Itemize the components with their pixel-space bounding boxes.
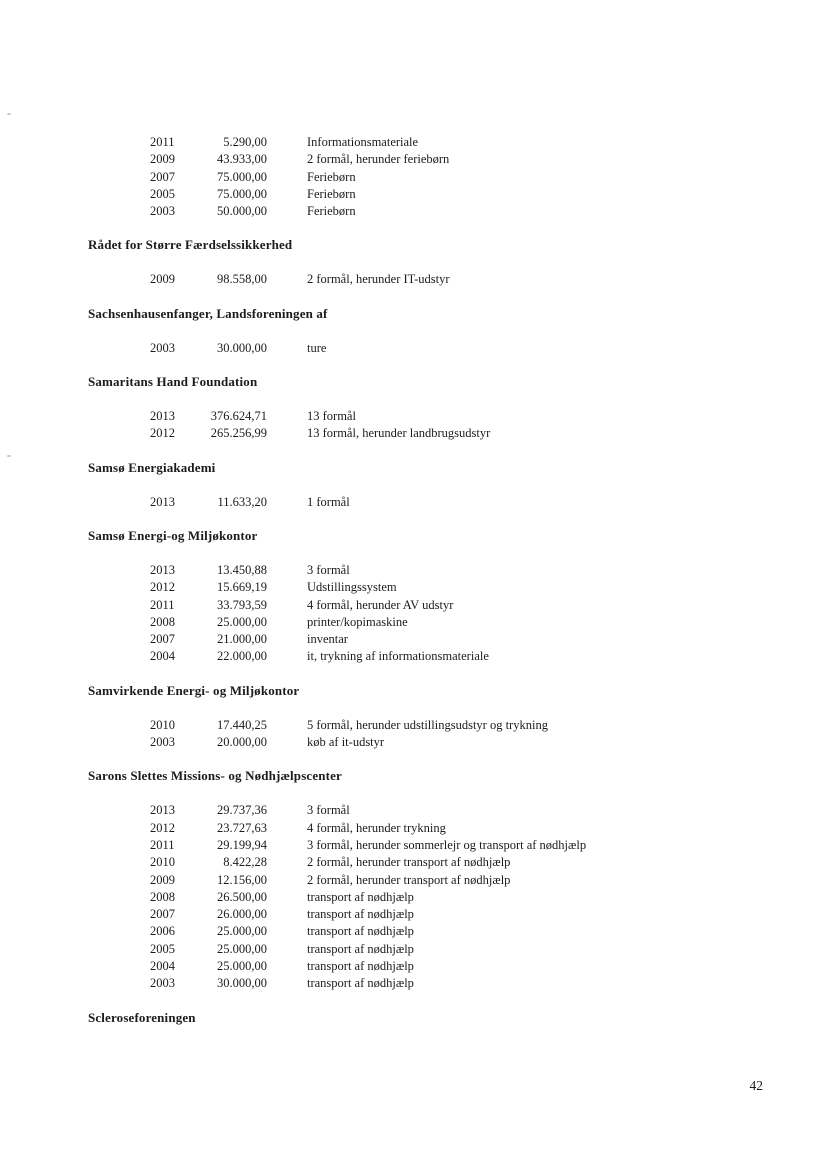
grant-description: transport af nødhjælp bbox=[307, 889, 414, 904]
grant-amount: 5.290,00 bbox=[223, 135, 267, 149]
grant-rows bbox=[88, 134, 795, 220]
grant-row bbox=[88, 958, 795, 975]
organization-heading: Samaritans Hand Foundation bbox=[88, 374, 258, 390]
grant-row bbox=[88, 820, 795, 837]
grant-row bbox=[88, 872, 795, 889]
grant-row bbox=[88, 408, 795, 425]
grant-amount: 20.000,00 bbox=[217, 735, 267, 750]
grant-description: 2 formål, herunder transport af nødhjælp bbox=[307, 872, 511, 887]
grant-year: 2007 bbox=[150, 169, 175, 184]
grant-year: 2003 bbox=[150, 735, 175, 750]
organization-section bbox=[88, 682, 795, 752]
grant-year: 2005 bbox=[150, 186, 175, 201]
grant-year: 2012 bbox=[150, 580, 175, 595]
scan-artifact bbox=[7, 113, 11, 115]
grant-row bbox=[88, 562, 795, 579]
grant-description: transport af nødhjælp bbox=[307, 959, 414, 974]
page-number: 42 bbox=[749, 1078, 763, 1093]
grant-description: printer/kopimaskine bbox=[307, 614, 408, 629]
grant-description: ture bbox=[307, 340, 327, 355]
grant-amount: 12.156,00 bbox=[217, 872, 267, 887]
organization-heading: Samvirkende Energi- og Miljøkontor bbox=[88, 682, 300, 698]
grant-row bbox=[88, 151, 795, 168]
grant-row bbox=[88, 906, 795, 923]
grants-list bbox=[88, 134, 795, 1044]
grant-rows bbox=[88, 340, 795, 357]
grant-amount: 75.000,00 bbox=[217, 186, 267, 201]
grant-amount: 265.256,99 bbox=[210, 426, 267, 441]
grant-amount: 17.440,25 bbox=[217, 717, 267, 732]
grant-rows bbox=[88, 271, 795, 288]
grant-year: 2011 bbox=[150, 837, 175, 852]
grant-amount: 43.933,00 bbox=[217, 152, 267, 167]
grant-year: 2008 bbox=[150, 889, 175, 904]
organization-heading: Sarons Slettes Missions- og Nødhjælpscenter bbox=[88, 768, 342, 784]
grant-row bbox=[88, 614, 795, 631]
grant-row bbox=[88, 597, 795, 614]
grant-row bbox=[88, 169, 795, 186]
grant-year: 2005 bbox=[150, 941, 175, 956]
organization-section bbox=[88, 459, 795, 511]
grant-amount: 26.500,00 bbox=[217, 889, 267, 904]
grant-year: 2012 bbox=[150, 426, 175, 441]
grant-amount: 30.000,00 bbox=[217, 340, 267, 355]
organization-heading: Sachsenhausenfanger, Landsforeningen af bbox=[88, 305, 328, 321]
grant-amount: 25.000,00 bbox=[217, 941, 267, 956]
organization-heading: Samsø Energiakademi bbox=[88, 459, 216, 475]
grant-year: 2003 bbox=[150, 204, 175, 219]
grant-amount: 25.000,00 bbox=[217, 924, 267, 939]
grant-year: 2009 bbox=[150, 152, 175, 167]
grant-description: it, trykning af informationsmateriale bbox=[307, 649, 489, 664]
grant-year: 2010 bbox=[150, 855, 175, 870]
grant-year: 2003 bbox=[150, 340, 175, 355]
grant-rows bbox=[88, 717, 795, 752]
grant-year: 2008 bbox=[150, 614, 175, 629]
grant-year: 2013 bbox=[150, 562, 175, 577]
grant-row bbox=[88, 631, 795, 648]
grant-amount: 15.669,19 bbox=[217, 580, 267, 595]
grant-row bbox=[88, 271, 795, 288]
grant-description: 3 formål, herunder sommerlejr og transport af nødhjælp bbox=[307, 837, 587, 852]
grant-amount: 376.624,71 bbox=[210, 409, 267, 424]
grant-amount: 8.422,28 bbox=[223, 855, 267, 870]
organization-heading: Scleroseforeningen bbox=[88, 1009, 196, 1025]
grant-description: Udstillingssystem bbox=[307, 580, 397, 595]
grant-year: 2004 bbox=[150, 649, 175, 664]
grant-row bbox=[88, 186, 795, 203]
grant-description: transport af nødhjælp bbox=[307, 924, 414, 939]
grant-row bbox=[88, 134, 795, 151]
grant-year: 2012 bbox=[150, 820, 175, 835]
grant-amount: 29.199,94 bbox=[217, 837, 267, 852]
grant-amount: 29.737,36 bbox=[217, 803, 267, 818]
grant-amount: 23.727,63 bbox=[217, 820, 267, 835]
grant-year: 2013 bbox=[150, 494, 175, 509]
grant-row bbox=[88, 579, 795, 596]
grant-row bbox=[88, 941, 795, 958]
grant-description: transport af nødhjælp bbox=[307, 907, 414, 922]
grant-description: 4 formål, herunder trykning bbox=[307, 820, 446, 835]
grant-description: 2 formål, herunder feriebørn bbox=[307, 152, 450, 167]
grant-row bbox=[88, 975, 795, 992]
grant-description: 4 formål, herunder AV udstyr bbox=[307, 597, 454, 612]
organization-heading: Samsø Energi-og Miljøkontor bbox=[88, 527, 258, 543]
organization-section bbox=[88, 767, 795, 992]
grant-description: transport af nødhjælp bbox=[307, 941, 414, 956]
grant-description: Feriebørn bbox=[307, 186, 356, 201]
grant-amount: 21.000,00 bbox=[217, 632, 267, 647]
grant-row bbox=[88, 802, 795, 819]
grant-year: 2006 bbox=[150, 924, 175, 939]
organization-section bbox=[88, 1009, 795, 1026]
organization-section bbox=[88, 236, 795, 288]
grant-rows bbox=[88, 802, 795, 992]
grant-description: 5 formål, herunder udstillingsudstyr og trykning bbox=[307, 717, 548, 732]
grant-year: 2009 bbox=[150, 272, 175, 287]
grant-row bbox=[88, 889, 795, 906]
organization-heading: Rådet for Større Færdselssikkerhed bbox=[88, 237, 293, 253]
grant-year: 2013 bbox=[150, 409, 175, 424]
grant-amount: 30.000,00 bbox=[217, 976, 267, 991]
grant-row bbox=[88, 425, 795, 442]
grant-row bbox=[88, 734, 795, 751]
grant-row bbox=[88, 717, 795, 734]
grant-amount: 75.000,00 bbox=[217, 169, 267, 184]
grant-year: 2009 bbox=[150, 872, 175, 887]
grant-description: 3 formål bbox=[307, 803, 350, 818]
grant-description: 13 formål bbox=[307, 409, 356, 424]
grant-row bbox=[88, 494, 795, 511]
grant-description: 13 formål, herunder landbrugsudstyr bbox=[307, 426, 491, 441]
grant-year: 2013 bbox=[150, 803, 175, 818]
grant-description: 2 formål, herunder transport af nødhjælp bbox=[307, 855, 511, 870]
grant-description: 1 formål bbox=[307, 494, 350, 509]
organization-section bbox=[88, 305, 795, 357]
organization-section bbox=[88, 527, 795, 666]
grant-amount: 11.633,20 bbox=[217, 494, 267, 509]
grant-amount: 22.000,00 bbox=[217, 649, 267, 664]
grant-year: 2010 bbox=[150, 717, 175, 732]
grant-year: 2003 bbox=[150, 976, 175, 991]
grant-amount: 25.000,00 bbox=[217, 959, 267, 974]
grant-row bbox=[88, 923, 795, 940]
grant-description: 3 formål bbox=[307, 562, 350, 577]
grant-amount: 26.000,00 bbox=[217, 907, 267, 922]
grant-description: Feriebørn bbox=[307, 169, 356, 184]
scan-artifact bbox=[7, 455, 11, 457]
organization-section bbox=[88, 373, 795, 443]
grant-row bbox=[88, 203, 795, 220]
grant-description: Feriebørn bbox=[307, 204, 356, 219]
grant-year: 2004 bbox=[150, 959, 175, 974]
grant-year: 2011 bbox=[150, 135, 175, 149]
grant-description: 2 formål, herunder IT-udstyr bbox=[307, 272, 450, 287]
grant-amount: 98.558,00 bbox=[217, 272, 267, 287]
grant-amount: 33.793,59 bbox=[217, 597, 267, 612]
grant-year: 2007 bbox=[150, 907, 175, 922]
grant-year: 2011 bbox=[150, 597, 175, 612]
grant-rows bbox=[88, 494, 795, 511]
grant-rows bbox=[88, 408, 795, 443]
grant-amount: 13.450,88 bbox=[217, 562, 267, 577]
grant-year: 2007 bbox=[150, 632, 175, 647]
grant-row bbox=[88, 854, 795, 871]
grant-description: køb af it-udstyr bbox=[307, 735, 385, 750]
grant-row bbox=[88, 837, 795, 854]
grant-rows bbox=[88, 562, 795, 666]
grant-description: inventar bbox=[307, 632, 348, 647]
organization-section bbox=[88, 134, 795, 220]
grant-description: Informationsmateriale bbox=[307, 135, 419, 149]
grant-amount: 50.000,00 bbox=[217, 204, 267, 219]
grant-row bbox=[88, 340, 795, 357]
grant-row bbox=[88, 648, 795, 665]
grant-amount: 25.000,00 bbox=[217, 614, 267, 629]
grant-description: transport af nødhjælp bbox=[307, 976, 414, 991]
